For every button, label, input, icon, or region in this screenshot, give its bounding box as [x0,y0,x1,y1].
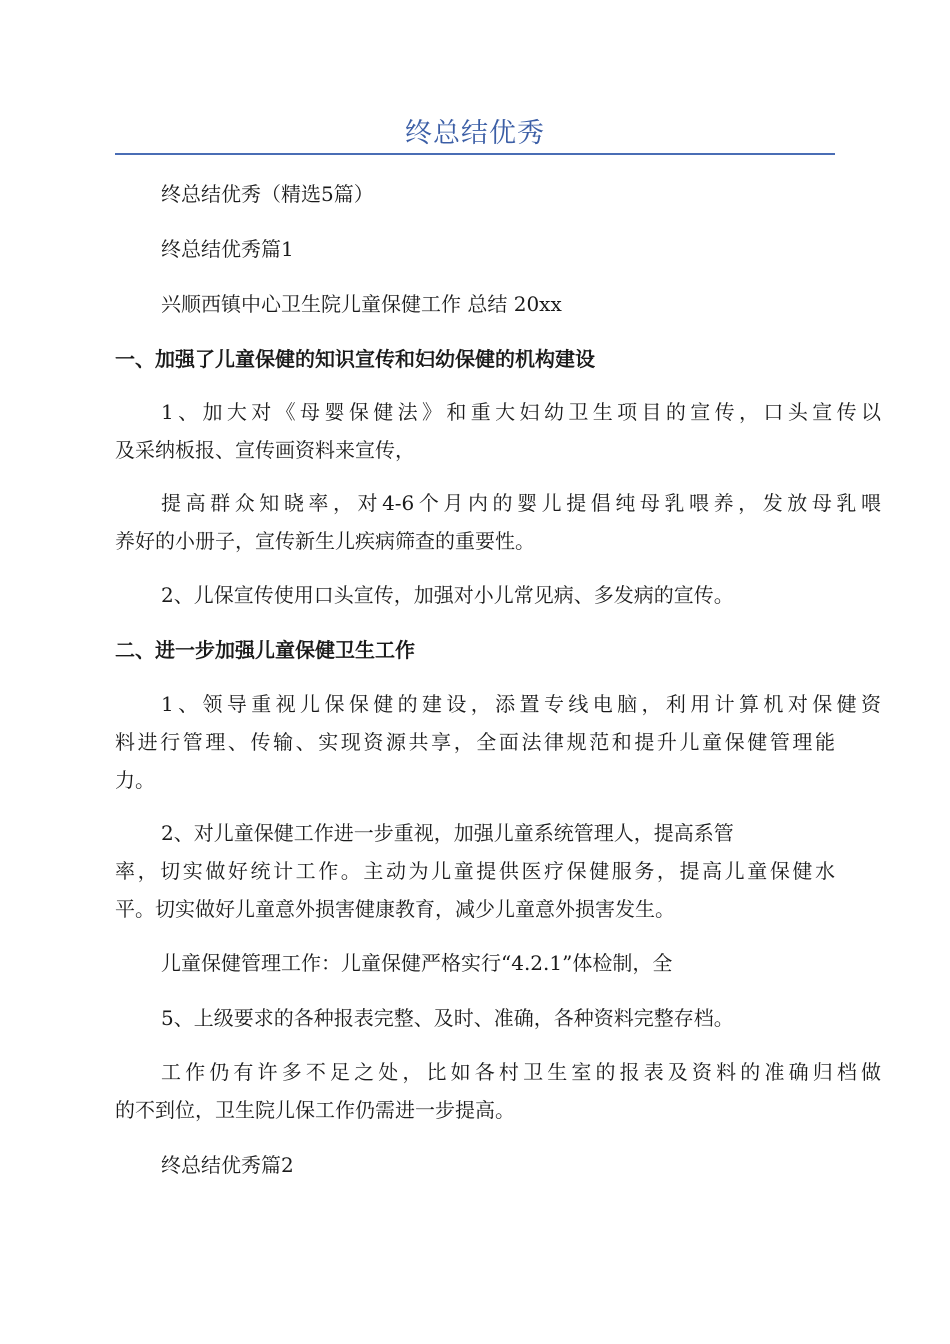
paragraph-line: 1、加大对《母婴保健法》和重大妇幼卫生项目的宣传，口头宣传以 [161,400,881,424]
paragraph-line: 及采纳板报、宣传画资料来宣传， [115,438,415,462]
paragraph-line: 平。切实做好儿童意外损害健康教育，减少儿童意外损害发生。 [115,897,675,921]
heading-2: 二、进一步加强儿童保健卫生工作 [115,638,415,662]
paragraph-line: 1、领导重视儿保保健的建设，添置专线电脑，利用计算机对保健资 [161,692,881,716]
paragraph-line: 力。 [115,768,155,792]
title-underline [115,153,835,155]
paragraph-line: 工作仍有许多不足之处，比如各村卫生室的报表及资料的准确归档做 [161,1060,881,1084]
document-title: 终总结优秀 [405,118,545,149]
paragraph-line: 率，切实做好统计工作。主动为儿童提供医疗保健服务，提高儿童保健水 [115,859,835,883]
subtitle-line: 终总结优秀（精选5篇） [161,182,374,206]
paragraph-line: 的不到位，卫生院儿保工作仍需进一步提高。 [115,1098,515,1122]
section-label-2: 终总结优秀篇2 [161,1153,294,1177]
paragraph-line: 料进行管理、传输、实现资源共享，全面法律规范和提升儿童保健管理能 [115,730,835,754]
paragraph-line: 2、儿保宣传使用口头宣传，加强对小儿常见病、多发病的宣传。 [161,583,734,607]
paragraph-line: 儿童保健管理工作：儿童保健严格实行“4.2.1”体检制，全 [161,951,673,975]
heading-1: 一、加强了儿童保健的知识宣传和妇幼保健的机构建设 [115,347,595,371]
paragraph-line: 2、对儿童保健工作进一步重视，加强儿童系统管理人，提高系管 [161,821,734,845]
paragraph-line: 5、上级要求的各种报表完整、及时、准确，各种资料完整存档。 [161,1006,734,1030]
paragraph-line: 提高群众知晓率，对4-6个月内的婴儿提倡纯母乳喂养，发放母乳喂 [161,491,881,515]
paragraph-line: 养好的小册子，宣传新生儿疾病筛查的重要性。 [115,529,535,553]
section-label-1: 终总结优秀篇1 [161,237,294,261]
report-title-line: 兴顺西镇中心卫生院儿童保健工作 总结 20xx [161,292,562,316]
